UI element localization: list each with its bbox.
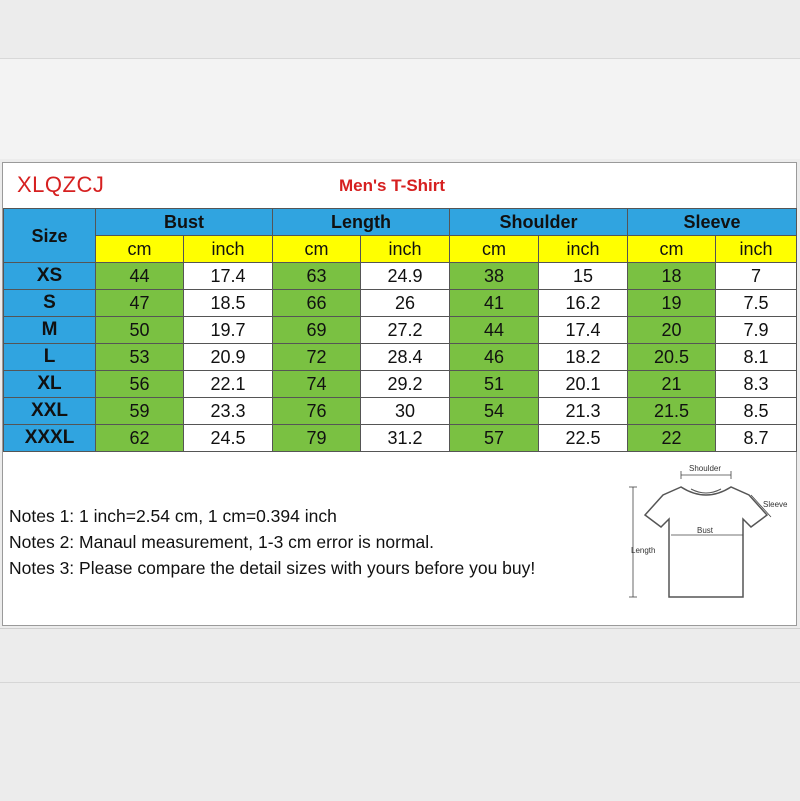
cm-value-cell: 53 [96, 344, 184, 371]
cm-value-cell: 47 [96, 290, 184, 317]
inch-value-cell: 19.7 [184, 317, 273, 344]
diagram-label-shoulder: Shoulder [689, 464, 722, 473]
note-3: Notes 3: Please compare the detail sizes with yours before you buy! [9, 558, 536, 578]
cm-value-cell: 46 [450, 344, 539, 371]
group-header-shoulder: Shoulder [450, 209, 628, 236]
group-header-length: Length [273, 209, 450, 236]
group-header-bust: Bust [96, 209, 273, 236]
size-label: XXL [4, 398, 96, 425]
inch-value-cell: 16.2 [539, 290, 628, 317]
inch-value-cell: 18.2 [539, 344, 628, 371]
inch-value-cell: 8.1 [716, 344, 797, 371]
unit-header-row [4, 236, 797, 263]
inch-value-cell: 8.7 [716, 425, 797, 452]
cm-value-cell: 20 [628, 317, 716, 344]
cm-value-cell: 74 [273, 371, 361, 398]
table-row [4, 317, 797, 344]
diagram-label-bust: Bust [697, 526, 714, 535]
size-label: XS [4, 263, 96, 290]
cm-value-cell: 79 [273, 425, 361, 452]
size-table [3, 208, 797, 452]
inch-value-cell: 8.5 [716, 398, 797, 425]
table-row [4, 290, 797, 317]
table-row [4, 425, 797, 452]
table-row [4, 371, 797, 398]
unit-header: inch [539, 236, 628, 263]
unit-header: cm [450, 236, 539, 263]
cm-value-cell: 51 [450, 371, 539, 398]
unit-header: cm [628, 236, 716, 263]
cm-value-cell: 62 [96, 425, 184, 452]
cm-value-cell: 69 [273, 317, 361, 344]
cm-value-cell: 66 [273, 290, 361, 317]
cm-value-cell: 20.5 [628, 344, 716, 371]
cm-value-cell: 41 [450, 290, 539, 317]
unit-header: cm [96, 236, 184, 263]
unit-header: inch [361, 236, 450, 263]
size-label: L [4, 344, 96, 371]
chart-title: Men's T-Shirt [339, 176, 446, 195]
inch-value-cell: 24.9 [361, 263, 450, 290]
inch-value-cell: 20.9 [184, 344, 273, 371]
table-row [4, 398, 797, 425]
group-header-sleeve: Sleeve [628, 209, 797, 236]
cm-value-cell: 57 [450, 425, 539, 452]
inch-value-cell: 31.2 [361, 425, 450, 452]
unit-header: cm [273, 236, 361, 263]
note-1: Notes 1: 1 inch=2.54 cm, 1 cm=0.394 inch [9, 506, 337, 526]
inch-value-cell: 20.1 [539, 371, 628, 398]
cm-value-cell: 54 [450, 398, 539, 425]
inch-value-cell: 17.4 [184, 263, 273, 290]
size-label: M [4, 317, 96, 344]
cm-value-cell: 44 [96, 263, 184, 290]
size-chart-card [2, 162, 797, 626]
cm-value-cell: 21.5 [628, 398, 716, 425]
inch-value-cell: 8.3 [716, 371, 797, 398]
cm-value-cell: 56 [96, 371, 184, 398]
cm-value-cell: 63 [273, 263, 361, 290]
cm-value-cell: 18 [628, 263, 716, 290]
inch-value-cell: 28.4 [361, 344, 450, 371]
cm-value-cell: 59 [96, 398, 184, 425]
cm-value-cell: 72 [273, 344, 361, 371]
inch-value-cell: 15 [539, 263, 628, 290]
background-top [0, 0, 800, 58]
unit-header: inch [716, 236, 797, 263]
inch-value-cell: 7 [716, 263, 797, 290]
diagram-label-sleeve: Sleeve [763, 500, 788, 509]
size-table-body [4, 263, 797, 452]
unit-header: inch [184, 236, 273, 263]
inch-value-cell: 22.1 [184, 371, 273, 398]
inch-value-cell: 7.5 [716, 290, 797, 317]
cm-value-cell: 50 [96, 317, 184, 344]
group-header-row [4, 209, 797, 236]
inch-value-cell: 29.2 [361, 371, 450, 398]
diagram-label-length: Length [631, 546, 656, 555]
inch-value-cell: 7.9 [716, 317, 797, 344]
tshirt-measurement-diagram [623, 459, 798, 619]
inch-value-cell: 21.3 [539, 398, 628, 425]
brand-name: XLQZCJ [17, 172, 105, 197]
cm-value-cell: 76 [273, 398, 361, 425]
table-row [4, 344, 797, 371]
cm-value-cell: 19 [628, 290, 716, 317]
background-divider [0, 682, 800, 683]
inch-value-cell: 18.5 [184, 290, 273, 317]
cm-value-cell: 22 [628, 425, 716, 452]
inch-value-cell: 22.5 [539, 425, 628, 452]
note-2: Notes 2: Manaul measurement, 1-3 cm error is normal. [9, 532, 435, 552]
size-label: XXXL [4, 425, 96, 452]
background-bottom [0, 628, 800, 801]
inch-value-cell: 26 [361, 290, 450, 317]
notes-block [9, 503, 535, 581]
inch-value-cell: 24.5 [184, 425, 273, 452]
cm-value-cell: 38 [450, 263, 539, 290]
cm-value-cell: 21 [628, 371, 716, 398]
tshirt-icon [645, 487, 767, 597]
inch-value-cell: 30 [361, 398, 450, 425]
cm-value-cell: 44 [450, 317, 539, 344]
inch-value-cell: 17.4 [539, 317, 628, 344]
size-header: Size [4, 209, 96, 263]
size-label: S [4, 290, 96, 317]
background-band [0, 58, 800, 159]
table-row [4, 263, 797, 290]
size-label: XL [4, 371, 96, 398]
inch-value-cell: 27.2 [361, 317, 450, 344]
inch-value-cell: 23.3 [184, 398, 273, 425]
